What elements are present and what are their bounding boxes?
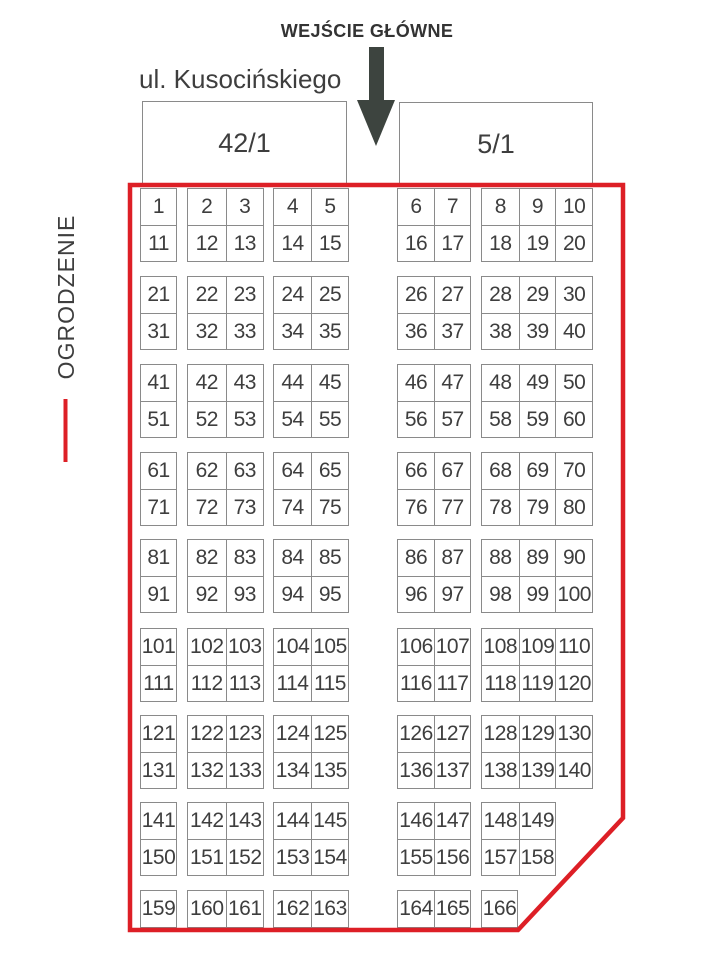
plot-cell: 77 (434, 489, 470, 525)
plot-block (481, 715, 593, 789)
plot-cell: 64 (281, 459, 304, 482)
plot-cell: 54 (274, 401, 311, 437)
plot-cell: 50 (555, 365, 592, 401)
plot-block (140, 628, 177, 702)
plot-cell: 69 (519, 453, 556, 489)
plot-cell: 18 (482, 225, 519, 261)
plot-block (273, 890, 349, 928)
plot-cell: 114 (274, 665, 311, 701)
plot-block (140, 452, 177, 526)
plot-cell: 34 (274, 313, 311, 349)
plot-cell: 56 (398, 401, 434, 437)
plot-cell: 42 (195, 371, 218, 394)
plot-cell: 58 (482, 401, 519, 437)
plot-cell: 40 (555, 313, 592, 349)
plot-block (140, 188, 177, 262)
plot-cell: 39 (519, 313, 556, 349)
plot-cell: 97 (434, 576, 470, 612)
plot-cell: 104 (275, 635, 310, 658)
plot-cell: 136 (398, 752, 434, 788)
plot-block (397, 188, 471, 262)
plot-cell: 12 (188, 225, 226, 261)
plot-cell: 45 (311, 365, 348, 401)
plot-cell: 49 (519, 365, 556, 401)
plot-block (397, 364, 471, 438)
plot-cell: 149 (519, 803, 556, 839)
plot-cell: 83 (226, 540, 264, 576)
plot-cell: 72 (188, 489, 226, 525)
plot-cell: 70 (555, 453, 592, 489)
plot-block (397, 802, 471, 876)
plot-block (273, 364, 349, 438)
plot-cell: 107 (434, 629, 470, 665)
plot-cell: 140 (555, 752, 592, 788)
plot-cell: 24 (281, 283, 304, 306)
plot-cell: 129 (519, 716, 556, 752)
plot-cell: 150 (141, 839, 176, 875)
plot-block (140, 802, 177, 876)
plot-cell: 46 (404, 371, 428, 394)
plot-cell: 134 (274, 752, 311, 788)
plot-block (140, 364, 177, 438)
plot-block (187, 276, 264, 350)
plot-cell: 67 (434, 453, 470, 489)
plot-cell: 120 (555, 665, 592, 701)
plot-cell: 1 (152, 195, 165, 218)
plot-cell: 160 (189, 897, 224, 920)
plot-block (481, 539, 593, 613)
plot-cell: 51 (141, 401, 176, 437)
plot-cell: 21 (147, 283, 170, 306)
plot-block (397, 628, 471, 702)
plot-cell: 125 (311, 716, 348, 752)
plot-cell: 105 (311, 629, 348, 665)
plot-cell: 102 (189, 635, 224, 658)
plot-cell: 123 (226, 716, 264, 752)
plot-cell: 106 (399, 635, 433, 658)
plot-cell: 78 (482, 489, 519, 525)
plot-cell: 138 (482, 752, 519, 788)
plot-cell: 44 (281, 371, 304, 394)
main-entrance-label: WEJŚCIE GŁÓWNE (280, 21, 454, 41)
plot-cell: 163 (311, 891, 348, 927)
plot-cell: 156 (434, 839, 470, 875)
plot-cell: 143 (226, 803, 264, 839)
plot-cell: 61 (147, 459, 170, 482)
plot-cell: 151 (188, 839, 226, 875)
plot-cell: 33 (226, 313, 264, 349)
plot-cell: 75 (311, 489, 348, 525)
plot-cell: 110 (555, 629, 592, 665)
plot-cell: 8 (494, 195, 506, 218)
plot-cell: 122 (189, 722, 224, 745)
plot-block (140, 890, 177, 928)
plot-cell: 137 (434, 752, 470, 788)
plot-cell: 32 (188, 313, 226, 349)
plot-cell: 66 (404, 459, 428, 482)
plot-cell: 90 (555, 540, 592, 576)
plot-cell: 115 (311, 665, 348, 701)
plot-block (273, 802, 349, 876)
plot-cell: 2 (201, 195, 213, 218)
street-name-label: ul. Kusocińskiego (139, 64, 342, 94)
plot-cell: 41 (147, 371, 170, 394)
plot-cell: 153 (274, 839, 311, 875)
plot-block (187, 890, 264, 928)
plot-cell: 118 (482, 665, 519, 701)
plot-cell: 141 (141, 809, 176, 832)
plot-cell: 19 (519, 225, 556, 261)
plot-cell: 23 (226, 277, 264, 313)
plot-cell: 92 (188, 576, 226, 612)
plot-cell: 25 (311, 277, 348, 313)
plot-cell: 13 (226, 225, 264, 261)
plot-cell: 14 (274, 225, 311, 261)
plot-cell: 60 (555, 401, 592, 437)
plot-cell: 29 (519, 277, 556, 313)
parcel-5-1-box (399, 102, 593, 186)
plot-cell: 87 (434, 540, 470, 576)
plot-block (273, 715, 349, 789)
plot-cell: 130 (555, 716, 592, 752)
plot-cell: 162 (275, 897, 310, 920)
plot-cell: 147 (434, 803, 470, 839)
plot-cell: 80 (555, 489, 592, 525)
plot-block (273, 452, 349, 526)
plot-cell: 74 (274, 489, 311, 525)
plot-block (140, 276, 177, 350)
plot-cell: 154 (311, 839, 348, 875)
plot-block (481, 452, 593, 526)
plot-cell: 145 (311, 803, 348, 839)
plot-cell: 59 (519, 401, 556, 437)
plot-cell: 148 (483, 809, 518, 832)
parcel-42-1-label: 42/1 (218, 128, 271, 158)
plot-cell: 155 (398, 839, 434, 875)
plot-block (481, 628, 593, 702)
plot-block (481, 802, 556, 876)
plot-cell: 109 (519, 629, 556, 665)
plot-cell: 89 (519, 540, 556, 576)
plot-cell: 76 (398, 489, 434, 525)
plot-cell: 124 (275, 722, 310, 745)
plot-cell: 100 (555, 576, 592, 612)
plot-cell: 36 (398, 313, 434, 349)
plot-cell: 86 (404, 546, 428, 569)
plot-cell: 166 (482, 897, 517, 920)
plot-cell: 132 (188, 752, 226, 788)
plot-block (187, 188, 264, 262)
plot-cell: 68 (489, 459, 512, 482)
plot-cell: 128 (483, 722, 518, 745)
plot-cell: 144 (275, 809, 310, 832)
plot-block (481, 890, 518, 928)
plot-cell: 7 (434, 189, 470, 225)
plot-block (397, 452, 471, 526)
plot-block (397, 276, 471, 350)
plot-cell: 81 (147, 546, 170, 569)
plot-cell: 62 (195, 459, 218, 482)
plot-cell: 35 (311, 313, 348, 349)
plot-block (273, 628, 349, 702)
plot-cell: 82 (195, 546, 218, 569)
plot-cell: 112 (188, 665, 226, 701)
plot-cell: 11 (141, 225, 176, 261)
plot-cell: 152 (226, 839, 264, 875)
plot-block (140, 715, 177, 789)
plot-block (187, 452, 264, 526)
parcel-42-1-box (142, 101, 347, 186)
plot-block (273, 276, 349, 350)
plot-cell: 98 (482, 576, 519, 612)
plot-cell: 31 (141, 313, 176, 349)
plot-block (273, 188, 349, 262)
plot-cell: 52 (188, 401, 226, 437)
plot-block (187, 364, 264, 438)
plot-cell: 127 (434, 716, 470, 752)
plot-cell: 20 (555, 225, 592, 261)
plot-cell: 37 (434, 313, 470, 349)
plot-cell: 4 (286, 195, 299, 218)
plot-cell: 135 (311, 752, 348, 788)
plot-cell: 146 (399, 809, 433, 832)
plot-cell: 27 (434, 277, 470, 313)
plot-block (187, 539, 264, 613)
plot-block (481, 364, 593, 438)
plot-cell: 116 (398, 665, 434, 701)
plot-cell: 133 (226, 752, 264, 788)
plot-block (273, 539, 349, 613)
plot-cell: 3 (226, 189, 264, 225)
plot-cell: 47 (434, 365, 470, 401)
plot-cell: 103 (226, 629, 264, 665)
plot-block (481, 276, 593, 350)
plot-cell: 22 (195, 283, 218, 306)
plot-cell: 57 (434, 401, 470, 437)
plot-cell: 157 (482, 839, 519, 875)
plot-cell: 111 (141, 665, 176, 701)
plot-cell: 142 (189, 809, 224, 832)
plot-cell: 85 (311, 540, 348, 576)
plot-cell: 17 (434, 225, 470, 261)
plot-cell: 63 (226, 453, 264, 489)
plot-cell: 139 (519, 752, 556, 788)
plot-cell: 55 (311, 401, 348, 437)
plot-block (397, 890, 471, 928)
plot-block (140, 539, 177, 613)
plot-block (397, 539, 471, 613)
plot-cell: 101 (141, 635, 176, 658)
plot-cell: 43 (226, 365, 264, 401)
plot-cell: 121 (141, 722, 176, 745)
plot-cell: 131 (141, 752, 176, 788)
plot-cell: 5 (311, 189, 348, 225)
plot-cell: 53 (226, 401, 264, 437)
plot-cell: 73 (226, 489, 264, 525)
entrance-arrow-icon (369, 47, 384, 101)
plot-cell: 119 (519, 665, 556, 701)
plot-cell: 91 (141, 576, 176, 612)
plot-cell: 28 (489, 283, 512, 306)
plot-cell: 84 (281, 546, 304, 569)
plot-block (187, 802, 264, 876)
plot-cell: 158 (519, 839, 556, 875)
plot-cell: 159 (141, 897, 176, 920)
entrance-arrow-head-icon (357, 100, 395, 146)
plot-cell: 126 (399, 722, 433, 745)
plot-cell: 161 (226, 891, 264, 927)
fence-legend-label: OGRODZENIE (53, 214, 79, 380)
plot-cell: 16 (398, 225, 434, 261)
plot-cell: 117 (434, 665, 470, 701)
plot-cell: 95 (311, 576, 348, 612)
plot-cell: 6 (410, 195, 422, 218)
plot-block (481, 188, 593, 262)
plot-cell: 71 (141, 489, 176, 525)
plot-cell: 99 (519, 576, 556, 612)
plot-cell: 164 (399, 897, 433, 920)
plot-cell: 38 (482, 313, 519, 349)
plot-cell: 165 (434, 891, 470, 927)
plot-block (397, 715, 471, 789)
plot-block (187, 628, 264, 702)
plot-cell: 88 (489, 546, 512, 569)
plot-cell: 94 (274, 576, 311, 612)
plot-cell: 30 (555, 277, 592, 313)
plot-cell: 65 (311, 453, 348, 489)
plot-cell: 48 (489, 371, 512, 394)
plot-cell: 96 (398, 576, 434, 612)
plot-cell: 10 (555, 189, 592, 225)
plot-cell: 113 (226, 665, 264, 701)
plot-block (187, 715, 264, 789)
parcel-5-1-label: 5/1 (477, 128, 515, 159)
plot-cell: 15 (311, 225, 348, 261)
plot-cell: 108 (483, 635, 518, 658)
plot-cell: 79 (519, 489, 556, 525)
plot-cell: 9 (519, 189, 556, 225)
plot-cell: 93 (226, 576, 264, 612)
plot-cell: 26 (404, 283, 428, 306)
